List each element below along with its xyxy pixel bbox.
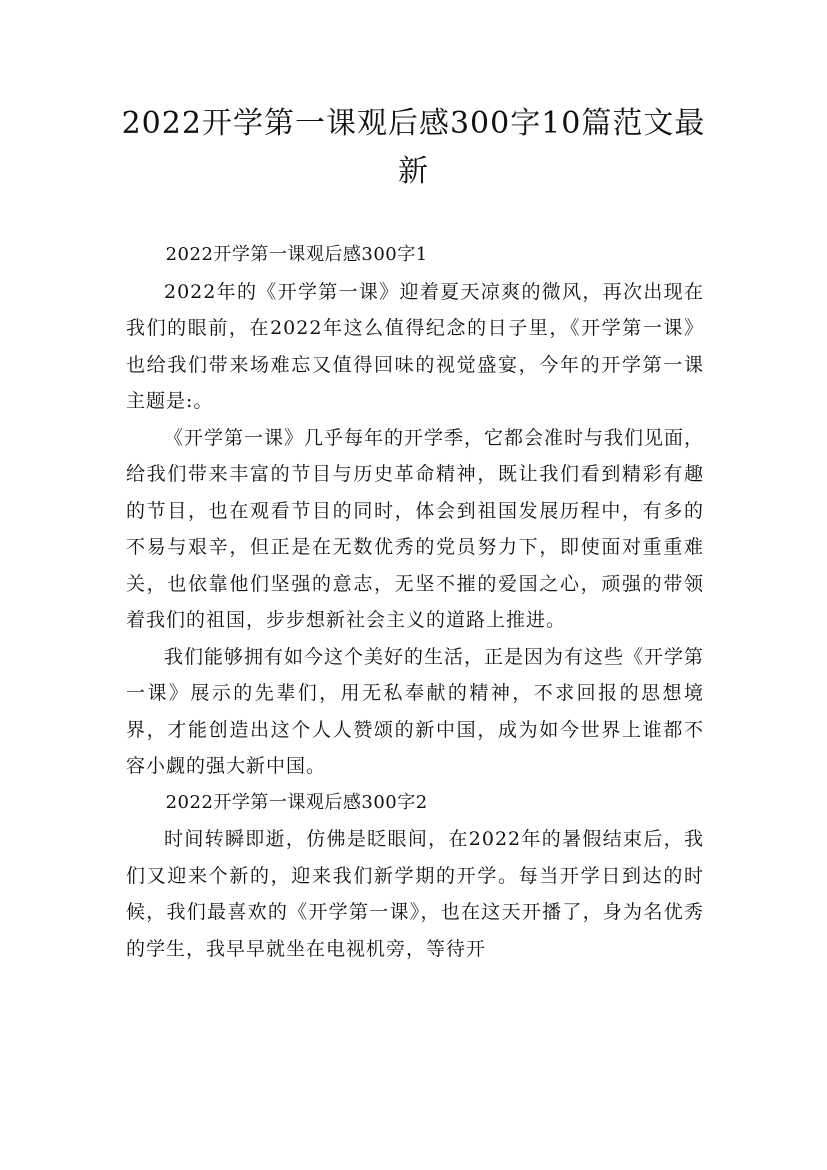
section-heading: 2022开学第一课观后感300字2 xyxy=(165,791,428,813)
document-body xyxy=(126,237,704,967)
page-title: 2022开学第一课观后感300字10篇范文最新 xyxy=(121,106,706,189)
paragraph: 时间转瞬即逝，仿佛是眨眼间，在2022年的暑假结束后，我们又迎来个新的，迎来我们新学期的开学。每当开学日到达的时候，我们最喜欢的《开学第一课》，也在这天开播了，身为名优秀的学生，我早早就坐在电视机旁，等待开 xyxy=(126,828,704,960)
paragraph: 《开学第一课》几乎每年的开学季，它都会准时与我们见面，给我们带来丰富的节目与历史革命精神，既让我们看到精彩有趣的节目，也在观看节目的同时，体会到祖国发展历程中，有多的不易与艰辛，但正是在无数优秀的党员努力下，即使面对重重难关，也依靠他们坚强的意志，无坚不摧的爱国之心，顽强的带领着我们的祖国，步步想新社会主义的道路上推进。 xyxy=(126,426,705,631)
paragraph: 2022年的《开学第一课》迎着夏天凉爽的微风，再次出现在我们的眼前，在2022年这么值得纪念的日子里，《开学第一课》也给我们带来场难忘又值得回味的视觉盛宴，今年的开学第一课主题是:。 xyxy=(126,280,704,412)
paragraph: 我们能够拥有如今这个美好的生活，正是因为有这些《开学第一课》展示的先辈们，用无私奉献的精神，不求回报的思想境界，才能创造出这个人人赞颂的新中国，成为如今世界上谁都不容小觑的强大新中国。 xyxy=(126,645,705,777)
section-heading: 2022开学第一课观后感300字1 xyxy=(165,244,428,265)
